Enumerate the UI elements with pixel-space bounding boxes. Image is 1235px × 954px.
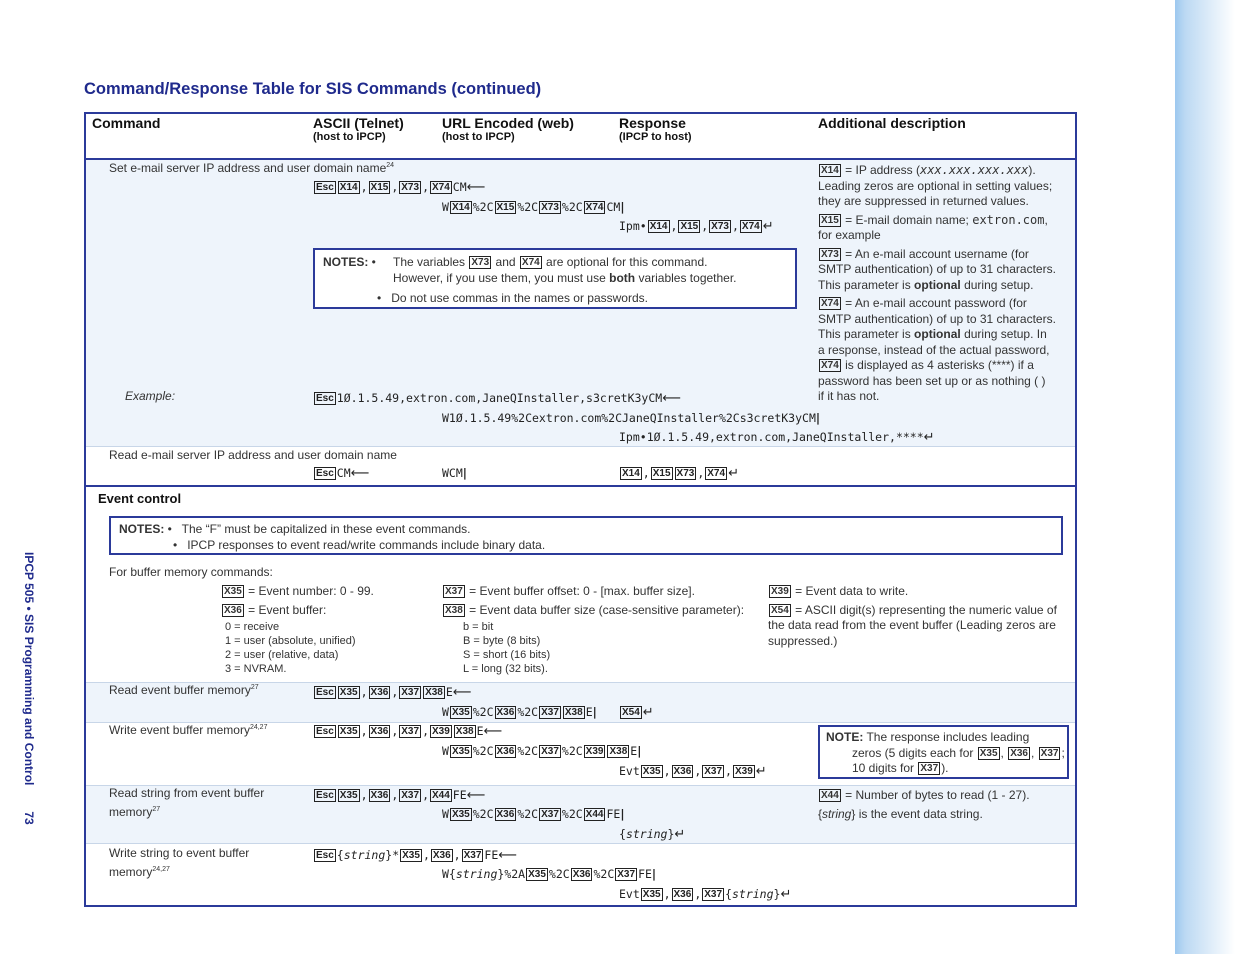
read-string-description: X44 = Number of bytes to read (1 - 27). {string} is the event data string.	[818, 788, 1030, 821]
write-string-ascii: Esc {string}* X35 , X36 , X37 FE⟵	[316, 848, 517, 863]
read-string-label: Read string from event buffer memory$^{27}$	[109, 786, 265, 819]
write-buffer-url: W X35 %2C X36 %2C X37 %2C X39 X38 E|	[442, 744, 642, 758]
read-string-response: {string}↵	[619, 827, 686, 842]
buffer-memory-label: For buffer memory commands:	[109, 565, 273, 579]
header-response: Response (IPCP to host)	[619, 115, 692, 143]
header-ascii: ASCII (Telnet) (host to IPCP)	[313, 115, 404, 143]
write-buffer-response: Evt X35 , X36 , X37 , X39 ↵	[619, 764, 767, 779]
read-string-url: W X35 %2C X36 %2C X37 %2C X44 FE|	[442, 807, 625, 821]
section-divider	[86, 485, 1075, 487]
page-number: 73	[22, 811, 36, 825]
row-divider	[86, 446, 1075, 447]
side-running-header: IPCP 505 • SIS Programming and Control73	[22, 552, 36, 825]
header-command: Command	[92, 115, 161, 131]
example-ascii: Esc 1Ø.1.5.49,extron.com,JaneQInstaller,s3cretK3yCM⟵	[316, 391, 681, 406]
email-description: X14 = IP address (xxx.xxx.xxx.xxx). Leading zeros are optional in setting values; they are suppressed in returned values. X15 = E-mail domain name; extron.com, for example X73 = An e-mail account username (for SMTP authentication) of up to 31 characters. This parameter is optional during setup. X74 = An e-mail account password (for SMTP authentication) of up to 31 characters. This parameter is optional during setup. In a response, instead of the actual password, X74 is displayed as 4 asterisks (****) if a password has been set up or as nothing ( ) if it has not.	[818, 163, 1056, 403]
read-buffer-label: Read event buffer memory$^{27}$	[109, 683, 259, 697]
set-email-label: Set e-mail server IP address and user domain name$^{24}$	[109, 161, 395, 175]
write-buffer-note: NOTE: The response includes leading zeros (5 digits each for X35 , X36 , X37 ; 10 digits for X37 ).	[818, 725, 1069, 779]
example-response: Ipm•1Ø.1.5.49,extron.com,JaneQInstaller,****↵	[619, 430, 935, 445]
header-description: Additional description	[818, 115, 966, 131]
read-buffer-url: W X35 %2C X36 %2C X37 X38 E|	[442, 705, 597, 719]
set-email-response: Ipm• X14 , X15 , X73 , X74 ↵	[619, 219, 774, 234]
row-divider	[86, 843, 1075, 844]
write-buffer-label: Write event buffer memory$^{24,27}$	[109, 723, 268, 737]
x35-x36-legend: X35 = Event number: 0 - 99. X36 = Event buffer: 0 = receive 1 = user (absolute, unified) 2 = user (relative, data) 3 = NVRAM.	[224, 584, 374, 675]
read-string-ascii: Esc X35 , X36 , X37 , X44 FE⟵	[316, 788, 486, 803]
header-url: URL Encoded (web) (host to IPCP)	[442, 115, 574, 143]
page-edge-stripe	[1175, 0, 1235, 954]
page-title: Command/Response Table for SIS Commands (continued)	[84, 80, 542, 98]
read-email-ascii: Esc CM⟵	[316, 466, 370, 481]
read-email-label: Read e-mail server IP address and user domain name	[109, 448, 397, 462]
email-notes-box: NOTES: • The variables X73 and X74 are optional for this command. However, if you use them, you must use both variables together. • Do not use commas in the names or passwords.	[313, 248, 797, 309]
event-notes-box: NOTES: • The “F” must be capitalized in these event commands. • IPCP responses to event read/write commands include binary data.	[109, 516, 1063, 555]
read-email-response: X14 , X15 X73 , X74 ↵	[622, 466, 739, 481]
header-separator	[84, 158, 1077, 160]
example-label: Example:	[125, 389, 176, 403]
write-string-response: Evt X35 , X36 , X37 {string}↵	[619, 887, 792, 902]
x39-x54-legend: X39 = Event data to write. X54 = ASCII digit(s) representing the numeric value of the data read from the event buffer (Leading zeros are suppressed.)	[768, 584, 1057, 648]
x37-x38-legend: X37 = Event buffer offset: 0 - [max. buffer size]. X38 = Event data buffer size (case-sensitive parameter): b = bit B = byte (8 bits) S = short (16 bits) L = long (32 bits).	[445, 584, 745, 675]
read-email-url: WCM|	[442, 466, 467, 480]
read-buffer-response: X54 ↵	[622, 705, 654, 720]
event-control-heading: Event control	[98, 491, 182, 506]
write-string-label: Write string to event buffer memory$^{24,27}$	[109, 846, 250, 879]
read-buffer-ascii: Esc X35 , X36 , X37 X38 E⟵	[316, 685, 472, 700]
set-email-url: W X14 %2C X15 %2C X73 %2C X74 CM|	[442, 200, 625, 214]
write-string-url: W{string}%2A X35 %2C X36 %2C X37 FE|	[442, 867, 657, 881]
write-buffer-ascii: Esc X35 , X36 , X37 , X39 X38 E⟵	[316, 724, 503, 739]
set-email-ascii: Esc X14 , X15 , X73 , X74 CM⟵	[316, 180, 486, 195]
example-url: W1Ø.1.5.49%2Cextron.com%2CJaneQInstaller%2Cs3cretK3yCM|	[442, 411, 821, 425]
